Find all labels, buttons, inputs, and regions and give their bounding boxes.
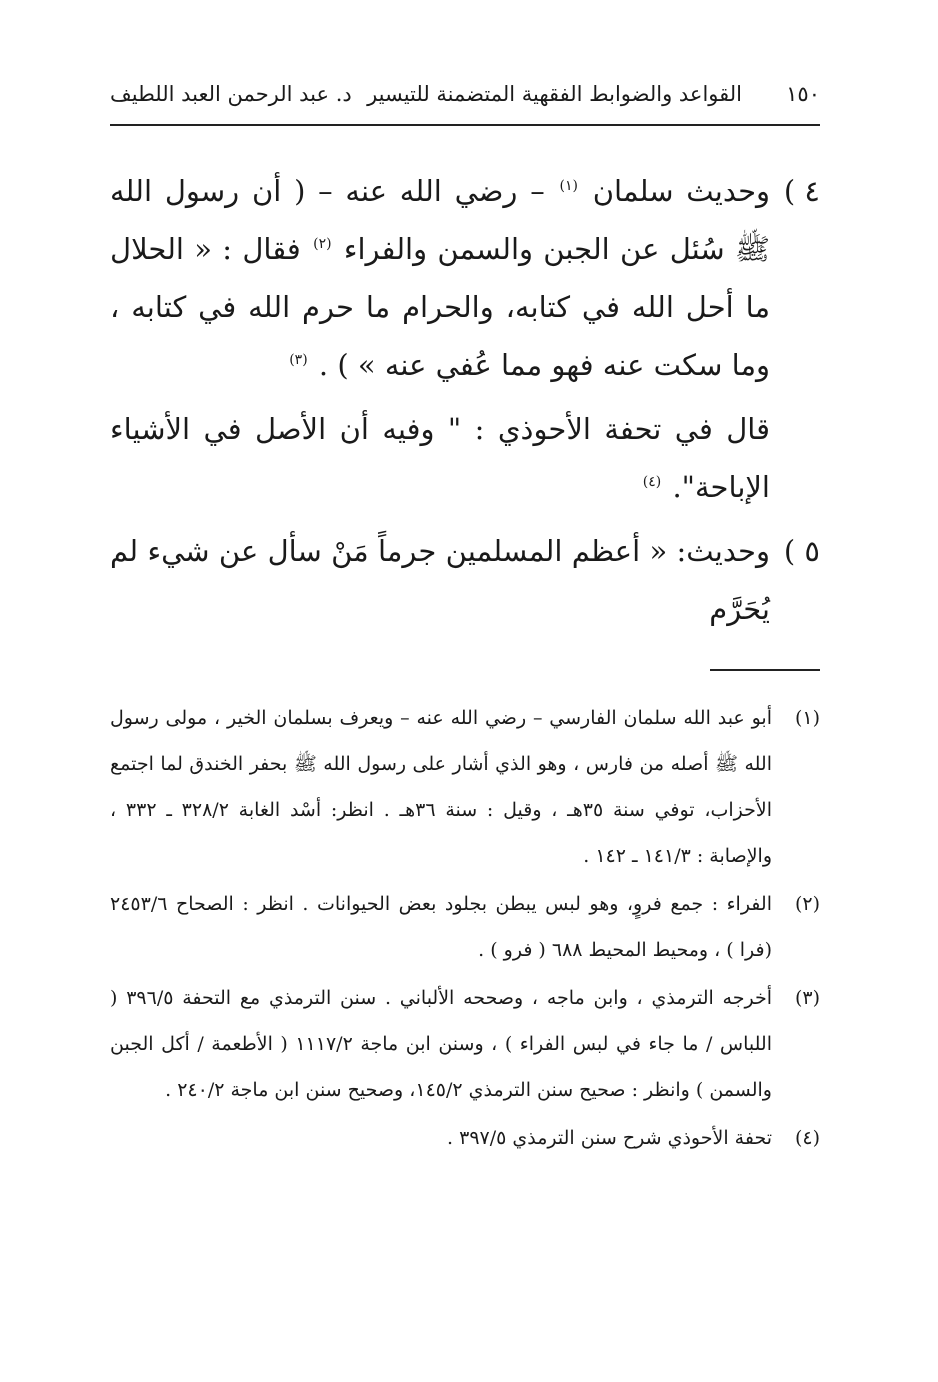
footnote-ref: (٣) — [289, 352, 308, 369]
footnotes — [110, 695, 820, 1163]
footnote-4 — [110, 1115, 820, 1161]
quote-paragraph — [110, 400, 770, 516]
footnote-1 — [110, 695, 820, 879]
quote-text: قال في تحفة الأحوذي : " وفيه أن الأصل في الأشياء الإباحة". — [110, 412, 770, 504]
header-divider — [110, 124, 820, 126]
footnote-divider — [710, 669, 820, 671]
footnote-text: أخرجه الترمذي ، وابن ماجه ، وصححه الألباني . سنن الترمذي مع التحفة ٣٩٦/٥ ( اللباس / ما جاء في لبس الفراء ) ، وسنن ابن ماجة ١١١٧/٢ ( الأطعمة / أكل الجبن والسمن ) وانظر : صحيح سنن الترمذي ١٤٥/٢، وصحيح سنن ابن ماجة ٢٤٠/٢ . — [110, 987, 772, 1101]
main-text — [110, 162, 820, 638]
item-text — [110, 522, 770, 638]
author-name: د. عبد الرحمن العبد اللطيف — [110, 82, 352, 106]
footnote-ref: (١) — [559, 178, 578, 195]
footnote-text: الفراء : جمع فروٍ، وهو لبس يبطن بجلود بعض الحيوانات . انظر : الصحاح ٢٤٥٣/٦ (فرا ) ، ومحيط المحيط ٦٨٨ ( فرو ) . — [110, 893, 772, 961]
footnote-number: (٢) — [794, 893, 820, 915]
footnote-number: (٣) — [794, 987, 820, 1009]
footnote-number: (١) — [794, 707, 820, 729]
text-segment: – رضي الله عنه – ( أن رسول الله ﷺ سُئل عن الجبن والسمن والفراء — [110, 174, 771, 266]
footnote-number: (٤) — [794, 1127, 820, 1149]
page-number: ١٥٠ — [786, 82, 820, 106]
page-header — [110, 74, 820, 114]
item-number: ٤ ) — [783, 174, 820, 208]
hadith-item-4 — [110, 162, 820, 394]
footnote-ref: (٢) — [313, 236, 332, 253]
footnote-3 — [110, 975, 820, 1113]
item-number: ٥ ) — [783, 534, 820, 568]
item-text — [110, 162, 770, 394]
footnote-ref: (٤) — [642, 474, 662, 491]
footnote-2 — [110, 881, 820, 973]
hadith-item-5 — [110, 522, 820, 638]
text-segment: وحديث: « أعظم المسلمين جرماً مَنْ سأل عن شيء لم يُحَرَّم — [110, 534, 770, 626]
footnote-text: أبو عبد الله سلمان الفارسي – رضي الله عنه – ويعرف بسلمان الخير ، مولى رسول الله ﷺ أصله من فارس ، وهو الذي أشار على رسول الله ﷺ بحفر الخندق لما اجتمع الأحزاب، توفي سنة ٣٥هـ ، وقيل : سنة ٣٦هـ . انظر: أسْد الغابة ٣٢٨/٢ ـ ٣٣٢ ، والإصابة : ١٤١/٣ ـ ١٤٢ . — [110, 707, 773, 867]
footnote-text: تحفة الأحوذي شرح سنن الترمذي ٣٩٧/٥ . — [447, 1127, 772, 1149]
book-title: القواعد والضوابط الفقهية المتضمنة للتيسير — [367, 82, 742, 106]
text-segment: وحديث سلمان — [592, 174, 771, 208]
text-segment: فقال : « الحلال ما أحل الله في كتابه، والحرام ما حرم الله في كتابه ، وما سكت عنه فهو مما عُفي عنه » ) . — [110, 232, 770, 382]
